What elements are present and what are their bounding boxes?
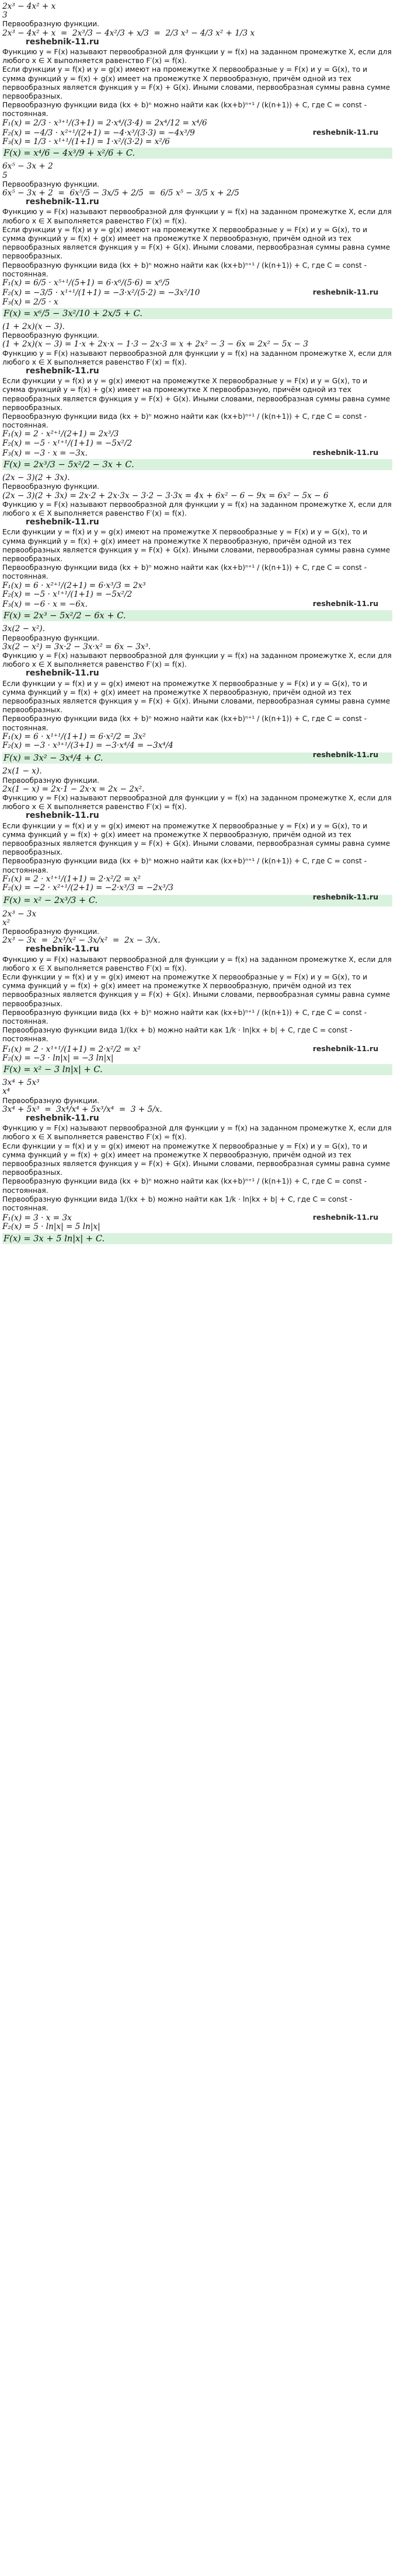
text-line: Первообразную функции. [2,927,99,936]
watermark-text: reshebnik-11.ru [26,944,99,954]
text-line: Первообразную функции вида (kx + b)ⁿ можно найти как (kx+b)ⁿ⁺¹ / (k(n+1)) + C, где C = const - постоянная. [2,857,369,874]
math-line: F₂(x) = −4/3 · x²⁺¹/(2+1) = −4·x³/(3·3) = −4x³/9 [2,128,195,138]
math-line: F₁(x) = 3 · x = 3x [2,1213,72,1223]
text-line: Функцию y = F(x) называют первообразной для функции y = f(x) на заданном промежутке X, если для любого x ∈ X выполняется равенство F′(x) = f(x). [2,349,394,366]
math-line: F₁(x) = 6 · x²⁺¹/(2+1) = 6·x³/3 = 2x³ [2,580,146,590]
watermark-text: reshebnik-11.ru [312,599,378,608]
watermark-text: reshebnik-11.ru [26,197,99,207]
text-line: Первообразную функции вида (kx + b)ⁿ можно найти как (kx+b)ⁿ⁺¹ / (k(n+1)) + C, где C = const - постоянная. [2,1008,369,1026]
answer-line: F(x) = 3x² − 3x⁴/4 + C. [2,752,392,764]
math-line: F₂(x) = −3/5 · x¹⁺¹/(1+1) = −3·x²/(5·2) = −3x²/10 [2,288,200,298]
text-line: Первообразную функции вида 1/(kx + b) можно найти как 1/k · ln|kx + b| + C, где C = const - постоянная. [2,1026,355,1044]
math-line: (1 + 2x)(x − 3) = 1·x + 2x·x − 1·3 − 2x·3 = x + 2x² − 3 − 6x = 2x² − 5x − 3 [2,340,308,349]
text-line: Если функции y = f(x) и y = g(x) имеют на промежутке X первообразные y = F(x) и y = G(x), то и сумма функций y = f(x) + g(x) имеет на промежутке X первообразную, причём одной из тех первообразных является функция y = F(x) + G(x). Иными словами, первообразная суммы равна сумме первообразных. [2,65,392,101]
math-line: F₃(x) = 1/3 · x¹⁺¹/(1+1) = 1·x²/(3·2) = x²/6 [2,137,170,147]
math-line: (2x − 3)(2 + 3x) = 2x·2 + 2x·3x − 3·2 − 3·3x = 4x + 6x² − 6 − 9x = 6x² − 5x − 6 [2,491,329,501]
text-line: Первообразную функции. [2,482,99,491]
answer-line: F(x) = 3x + 5 ln|x| + C. [2,1233,392,1244]
solution-section [2,910,392,1076]
watermark-text: reshebnik-11.ru [312,447,378,457]
text-line: Если функции y = f(x) и y = g(x) имеют на промежутке X первообразные y = F(x) и y = G(x), то и сумма функций y = f(x) + g(x) имеет на промежутке X первообразную, причём одной из тех первообразных является функция y = F(x) + G(x). Иными словами, первообразная суммы равна сумме первообразных. [2,821,392,857]
math-line: F₂(x) = −5 · x¹⁺¹/(1+1) = −5x²/2 [2,589,133,599]
text-line: Функцию y = F(x) называют первообразной для функции y = f(x) на заданном промежутке X, если для любого x ∈ X выполняется равенство F′(x) = f(x). [2,48,394,65]
math-line: x⁴ [2,1087,11,1097]
text-line: Если функции y = f(x) и y = g(x) имеют на промежутке X первообразные y = F(x) и y = G(x), то и сумма функций y = f(x) + g(x) имеет на промежутке X первообразную, причём одной из тех первообразных является функция y = F(x) + G(x). Иными словами, первообразная суммы равна сумме первообразных. [2,377,392,412]
watermark-text: reshebnik-11.ru [26,668,99,678]
text-line: Первообразную функции. [2,1096,99,1105]
watermark-text: reshebnik-11.ru [26,1113,99,1123]
math-line: x² [2,918,11,928]
answer-line: F(x) = x² − 2x³/3 + C. [2,895,392,906]
math-line: 2x³ − 3x [2,909,37,919]
text-line: Первообразную функции. [2,331,99,340]
text-line: Функцию y = F(x) называют первообразной для функции y = f(x) на заданном промежутке X, если для любого x ∈ X выполняется равенство F′(x) = f(x). [2,794,394,811]
math-line: F₁(x) = 2/3 · x³⁺¹/(3+1) = 2·x⁴/(3·4) = 2x⁴/12 = x⁴/6 [2,118,207,128]
watermark-text: reshebnik-11.ru [312,892,378,902]
math-line: F₃(x) = −6 · x = −6x. [2,600,88,609]
solution-section [2,625,392,764]
math-line: F₁(x) = 6 · x¹⁺¹/(1+1) = 6·x²/2 = 3x² [2,732,146,741]
math-line: 6x⁵ − 3x + 2 = 6x⁵/5 − 3x/5 + 2/5 = 6/5 x⁵ − 3/5 x + 2/5 [2,188,239,198]
text-line: Функцию y = F(x) называют первообразной для функции y = f(x) на заданном промежутке X, если для любого x ∈ X выполняется равенство F′(x) = f(x). [2,955,394,972]
watermark-text: reshebnik-11.ru [26,37,99,47]
text-line: Первообразную функции. [2,180,99,188]
math-line: 3x(2 − x²) = 3x·2 − 3x·x² = 6x − 3x³. [2,642,151,652]
math-line: F₂(x) = −3 · x³⁺¹/(3+1) = −3·x⁴/4 = −3x⁴/4 [2,741,173,751]
watermark-text: reshebnik-11.ru [312,750,378,760]
solution-section [2,162,392,318]
math-line: (2x − 3)(2 + 3x). [2,473,70,483]
solution-section [2,1079,392,1244]
solution-section [2,474,392,621]
solution-section [2,323,392,470]
math-line: F₂(x) = −5 · x¹⁺¹/(1+1) = −5x²/2 [2,438,133,448]
math-line: 6x⁵ − 3x + 2 [2,162,53,172]
text-line: Функцию y = F(x) называют первообразной для функции y = f(x) на заданном промежутке X, если для любого x ∈ X выполняется равенство F′(x) = f(x). [2,1124,394,1142]
text-line: Первообразную функции вида (kx + b)ⁿ можно найти как (kx+b)ⁿ⁺¹ / (k(n+1)) + C, где C = const - постоянная. [2,715,369,732]
math-line: F₁(x) = 2 · x¹⁺¹/(1+1) = 2·x²/2 = x² [2,874,141,884]
watermark-text: reshebnik-11.ru [312,1213,378,1222]
text-line: Если функции y = f(x) и y = g(x) имеют на промежутке X первообразные y = F(x) и y = G(x), то и сумма функций y = f(x) + g(x) имеет на промежутке X первообразную, причём одной из тех первообразных является функция y = F(x) + G(x). Иными словами, первообразная суммы равна сумме первообразных. [2,225,392,261]
answer-line: F(x) = x⁶/5 − 3x²/10 + 2x/5 + C. [2,308,392,319]
watermark-text: reshebnik-11.ru [26,811,99,821]
math-line: 3x⁴ + 5x³ [2,1078,40,1088]
answer-line: F(x) = 2x³ − 5x²/2 − 6x + C. [2,610,392,621]
math-line: 5 [2,170,8,180]
watermark-text: reshebnik-11.ru [312,288,378,297]
text-line: Первообразную функции вида (kx + b)ⁿ можно найти как (kx+b)ⁿ⁺¹ / (k(n+1)) + C, где C = const - постоянная. [2,261,369,278]
text-line: Если функции y = f(x) и y = g(x) имеют на промежутке X первообразные y = F(x) и y = G(x), то и сумма функций y = f(x) + g(x) имеет на промежутке X первообразную, причём одной из тех первообразных является функция y = F(x) + G(x). Иными словами, первообразная суммы равна сумме первообразных. [2,679,392,715]
math-line: F₃(x) = 2/5 · x [2,297,58,307]
text-line: Первообразную функции вида (kx + b)ⁿ можно найти как (kx+b)ⁿ⁺¹ / (k(n+1)) + C, где C = const - постоянная. [2,564,369,581]
text-line: Первообразную функции вида (kx + b)ⁿ можно найти как (kx+b)ⁿ⁺¹ / (k(n+1)) + C, где C = const - постоянная. [2,1177,369,1195]
math-line: F₁(x) = 2 · x²⁺¹/(2+1) = 2x³/3 [2,429,119,439]
text-line: Если функции y = f(x) и y = g(x) имеют на промежутке X первообразные y = F(x) и y = G(x), то и сумма функций y = f(x) + g(x) имеет на промежутке X первообразную, причём одной из тех первообразных является функция y = F(x) + G(x). Иными словами, первообразная суммы равна сумме первообразных. [2,528,392,563]
text-line: Функцию y = F(x) называют первообразной для функции y = f(x) на заданном промежутке X, если для любого x ∈ X выполняется равенство F′(x) = f(x). [2,500,394,517]
watermark-text: reshebnik-11.ru [26,366,99,376]
math-line: F₂(x) = −2 · x²⁺¹/(2+1) = −2·x³/3 = −2x³/3 [2,883,173,893]
math-line: 3x(2 − x²). [2,624,46,634]
text-line: Первообразную функции вида (kx + b)ⁿ можно найти как (kx+b)ⁿ⁺¹ / (k(n+1)) + C, где C = const - постоянная. [2,101,369,118]
text-line: Первообразную функции вида (kx + b)ⁿ можно найти как (kx+b)ⁿ⁺¹ / (k(n+1)) + C, где C = const - постоянная. [2,412,369,430]
math-line: 2x(1 − x). [2,766,42,776]
watermark-text: reshebnik-11.ru [26,517,99,527]
math-line: 2x(1 − x) = 2x·1 − 2x·x = 2x − 2x². [2,784,145,794]
math-line: F₁(x) = 2 · x¹⁺¹/(1+1) = 2·x²/2 = x² [2,1044,141,1054]
text-line: Если функции y = f(x) и y = g(x) имеют на промежутке X первообразные y = F(x) и y = G(x), то и сумма функций y = f(x) + g(x) имеет на промежутке X первообразную, причём одной из тех первообразных является функция y = F(x) + G(x). Иными словами, первообразная суммы равна сумме первообразных. [2,972,392,1008]
math-line: F₂(x) = 5 · ln|x| = 5 ln|x| [2,1222,100,1232]
text-line: Первообразную функции. [2,20,99,29]
solution-section [2,767,392,906]
text-line: Функцию y = F(x) называют первообразной для функции y = f(x) на заданном промежутке X, если для любого x ∈ X выполняется равенство F′(x) = f(x). [2,652,394,669]
text-line: Первообразную функции. [2,776,99,785]
watermark-text: reshebnik-11.ru [312,127,378,136]
math-line: F₁(x) = 6/5 · x⁵⁺¹/(5+1) = 6·x⁶/(5·6) = x⁶/5 [2,278,170,288]
answer-line: F(x) = x⁴/6 − 4x³/9 + x²/6 + C. [2,148,392,159]
text-line: Первообразную функции. [2,634,99,642]
math-line: (1 + 2x)(x − 3). [2,321,65,331]
math-line: 2x³ − 4x² + x = 2x³/3 − 4x²/3 + x/3 = 2/3 x³ − 4/3 x² + 1/3 x [2,28,255,38]
math-line: 3 [2,10,8,20]
watermark-text: reshebnik-11.ru [312,1044,378,1053]
answer-line: F(x) = x² − 3 ln|x| + C. [2,1064,392,1075]
math-line: 2x³ − 3x = 2x³/x² − 3x/x² = 2x − 3/x. [2,936,161,946]
text-line: Функцию y = F(x) называют первообразной для функции y = f(x) на заданном промежутке X, если для любого x ∈ X выполняется равенство F′(x) = f(x). [2,208,394,225]
text-line: Первообразную функции вида 1/(kx + b) можно найти как 1/k · ln|kx + b| + C, где C = const - постоянная. [2,1195,355,1212]
math-line: 3x⁴ + 5x³ = 3x⁴/x⁴ + 5x³/x⁴ = 3 + 5/x. [2,1104,162,1114]
solution-section [2,2,392,159]
math-line: F₂(x) = −3 · ln|x| = −3 ln|x| [2,1053,114,1063]
answer-line: F(x) = 2x³/3 − 5x²/2 − 3x + C. [2,459,392,470]
text-line: Если функции y = f(x) и y = g(x) имеют на промежутке X первообразные y = F(x) и y = G(x), то и сумма функций y = f(x) + g(x) имеет на промежутке X первообразную, причём одной из тех первообразных является функция y = F(x) + G(x). Иными словами, первообразная суммы равна сумме первообразных. [2,1142,392,1177]
math-line: 2x³ − 4x² + x [2,2,56,11]
math-line: F₃(x) = −3 · x = −3x. [2,448,88,458]
